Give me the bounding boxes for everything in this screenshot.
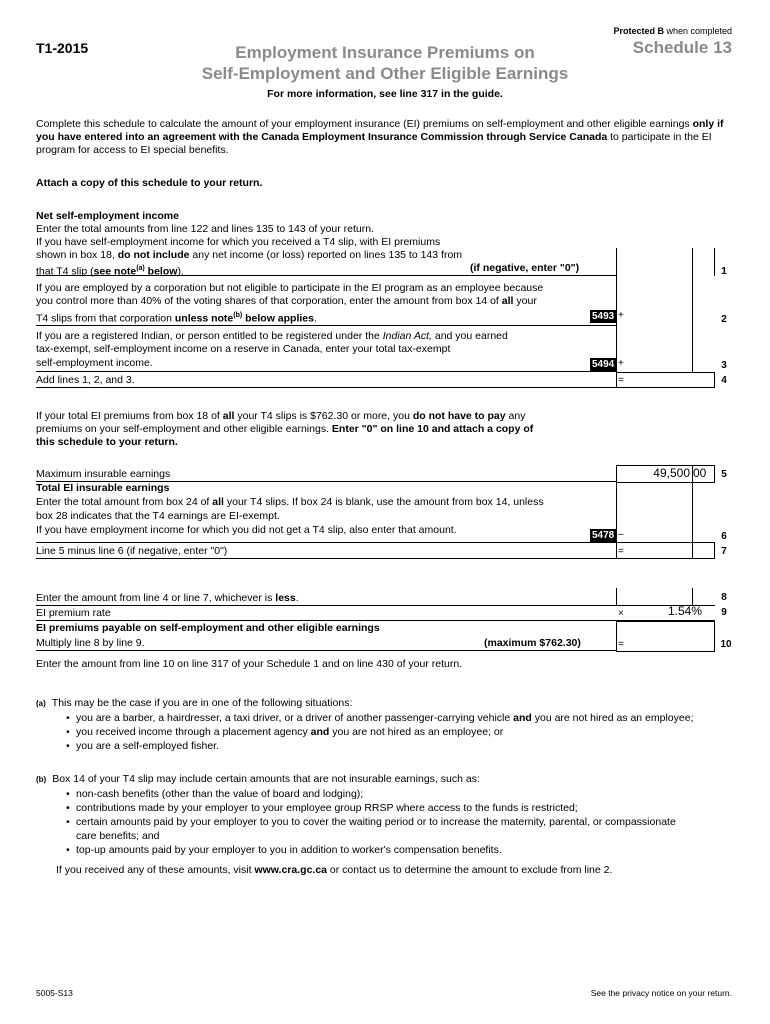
line1-text-b: If you have self-employment income for which you received a T4 slip, with EI premiums: [36, 236, 441, 248]
line-number-8: 8: [721, 592, 727, 603]
note-a-item: • you are a self-employed fisher.: [66, 739, 746, 753]
section2-paragraph-2: premiums on your self-employment and other eligible earnings. Enter "0" on line 10 and attach a copy of: [36, 423, 534, 435]
note-a-label: (a): [36, 699, 46, 708]
note-b-item: • top-up amounts paid by your employer to you in addition to worker's compensation benefits.: [66, 843, 746, 857]
intro-text-bold: only if you have entered into an agreement with the Canada Employment Insurance Commission through Service Canada: [36, 118, 724, 143]
line6-rule: [36, 542, 616, 543]
box-5494: 5494: [592, 359, 615, 370]
protected-rest: when completed: [663, 26, 732, 36]
line2-rule: [36, 325, 616, 326]
line3-rule: [36, 371, 616, 372]
protected-notice: [613, 26, 732, 36]
note-a-item: • you received income through a placement agency and you are not hired as an employee; or: [66, 725, 746, 739]
line10-amount-field[interactable]: [616, 621, 715, 652]
note-b-item: • certain amounts paid by your employer to you to cover the waiting period or to increase the maternity, parental, or compassionate care benefits; and: [66, 815, 746, 843]
line9-text: EI premium rate: [36, 607, 111, 619]
section2-paragraph-3: this schedule to your return.: [36, 436, 178, 448]
line-number-7: 7: [721, 546, 727, 557]
note-b-label: (b): [36, 775, 47, 784]
line7-amount-field[interactable]: [616, 542, 715, 559]
line7-rule: [36, 558, 616, 559]
privacy-notice: See the privacy notice on your return.: [590, 988, 732, 998]
note-a: [36, 696, 746, 753]
op-plus-3: +: [618, 358, 624, 369]
op-eq-10: =: [618, 639, 624, 650]
line10-text: Multiply line 8 by line 9.: [36, 637, 145, 649]
note-a-item: • you are a barber, a hairdresser, a taxi driver, or a driver of another passenger-carrying vehicle and you are not hired as an employee;: [66, 711, 746, 725]
s1-col-cents: [692, 248, 693, 372]
visit-line: If you received any of these amounts, visit www.cra.gc.ca or contact us to determine the amount to exclude from line 2.: [56, 864, 613, 876]
op-minus-6: –: [618, 529, 624, 540]
more-info: For more information, see line 317 in the guide.: [267, 88, 503, 100]
line1-text-a: Enter the total amounts from line 122 and lines 135 to 143 of your return.: [36, 223, 374, 235]
line7-text: Line 5 minus line 6 (if negative, enter "0"): [36, 545, 228, 557]
line-number-3: 3: [721, 360, 727, 371]
line-number-1: 1: [721, 266, 727, 277]
line5-text: Maximum insurable earnings: [36, 468, 171, 480]
line3-text-a: If you are a registered Indian, or person entitled to be registered under the Indian Act, and you earned: [36, 330, 508, 342]
section2-paragraph-1: If your total EI premiums from box 18 of all your T4 slips is $762.30 or more, you do not have to pay any: [36, 410, 526, 422]
line9-rate: 1.54%: [667, 604, 702, 618]
op-times-9: ×: [618, 608, 624, 619]
line2-text-c: T4 slips from that corporation unless note$^{(b)}$ below applies.: [36, 312, 317, 325]
line9-rule: [36, 620, 616, 621]
op-eq-4: =: [618, 375, 624, 386]
s1-col-right: [714, 248, 715, 276]
line6-text-c: If you have employment income for which you did not get a T4 slip, also enter that amount.: [36, 524, 457, 536]
line5-cents: 00: [693, 466, 707, 480]
intro-text-2: to participate in the EI program for access to EI special benefits.: [36, 131, 712, 156]
line10-instruction: Enter the amount from line 10 on line 317 of your Schedule 1 and on line 430 of your return.: [36, 658, 463, 670]
line6-text-b: box 28 indicates that the T4 earnings are EI-exempt.: [36, 510, 280, 522]
line5-amount: 49,500: [653, 466, 690, 480]
line1-text-c: shown in box 18, do not include any net income (or loss) reported on lines 135 to 143 from: [36, 249, 463, 261]
line1-text-d: that T4 slip (see note$^{(a)}$ below).: [36, 265, 184, 278]
schedule-label: Schedule 13: [632, 38, 732, 57]
form-id: T1-2015: [36, 40, 89, 56]
box-5493: 5493: [592, 311, 615, 322]
line-number-10: 10: [720, 639, 732, 650]
line-number-5: 5: [721, 469, 727, 480]
line3-text-b: tax-exempt, self-employment income on a reserve in Canada, enter your total tax-exempt: [36, 343, 451, 355]
line10-maximum: (maximum $762.30): [484, 637, 581, 649]
s1-col-left: [616, 248, 617, 372]
s3-col-left: [616, 588, 617, 606]
line10-heading: EI premiums payable on self-employment and other eligible earnings: [36, 622, 380, 634]
box-5478: 5478: [592, 530, 615, 541]
line1-negative-note: (if negative, enter "0"): [470, 262, 580, 274]
line1-rule: [36, 275, 616, 276]
line-number-9: 9: [721, 607, 727, 618]
note-b: [36, 772, 746, 877]
title-line1: Employment Insurance Premiums on: [235, 43, 535, 62]
note-b-text: Box 14 of your T4 slip may include certain amounts that are not insurable earnings, such as:: [52, 773, 480, 785]
line10-rule: [36, 650, 616, 651]
line6-heading: Total EI insurable earnings: [36, 482, 170, 494]
op-plus-2: +: [618, 310, 624, 321]
line2-text-b: you control more than 40% of the voting shares of that corporation, enter the amount from box 14 of all your: [36, 295, 537, 307]
protected-label: Protected B: [613, 26, 664, 36]
line6-text-a: Enter the total amount from box 24 of all your T4 slips. If box 24 is blank, use the amount from box 14, unless: [36, 496, 544, 508]
line-number-2: 2: [721, 314, 727, 325]
title-line2: Self-Employment and Other Eligible Earnings: [201, 64, 569, 83]
line4-text: Add lines 1, 2, and 3.: [36, 374, 135, 386]
intro-paragraph: [36, 118, 726, 157]
note-b-item: • contributions made by your employer to your employee group RRSP where access to the funds is restricted;: [66, 801, 746, 815]
line4-amount-field[interactable]: [616, 372, 715, 388]
line4-rule: [36, 387, 616, 388]
form-code: 5005-S13: [36, 988, 73, 998]
note-b-item: • non-cash benefits (other than the value of board and lodging);: [66, 787, 746, 801]
op-eq-7: =: [618, 546, 624, 557]
line2-text-a: If you are employed by a corporation but not eligible to participate in the EI program as an employee because: [36, 282, 544, 294]
cra-link[interactable]: www.cra.gc.ca: [254, 864, 327, 876]
page-title: [190, 42, 580, 84]
line3-text-c: self-employment income.: [36, 357, 153, 369]
line-number-6: 6: [721, 531, 727, 542]
intro-text-1: Complete this schedule to calculate the amount of your employment insurance (EI) premiums on self-employment and other eligible earnings: [36, 118, 693, 130]
line8-rule: [36, 605, 616, 606]
line-number-4: 4: [721, 375, 727, 386]
attach-instruction: Attach a copy of this schedule to your return.: [36, 177, 263, 189]
line8-text: Enter the amount from line 4 or line 7, whichever is less.: [36, 592, 299, 604]
net-income-heading: Net self-employment income: [36, 210, 179, 222]
note-a-text: This may be the case if you are in one of the following situations:: [51, 697, 353, 709]
